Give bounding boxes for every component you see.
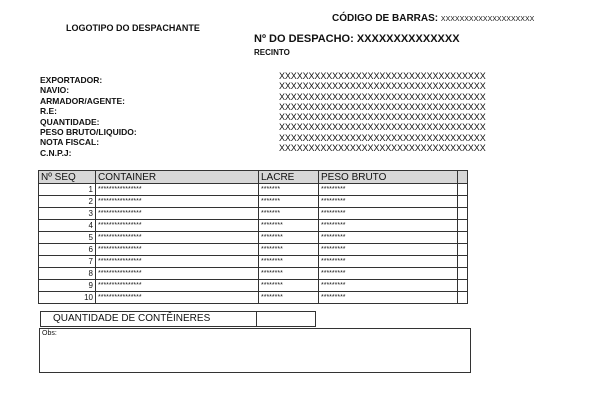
- barcode-label: CÓDIGO DE BARRAS:: [332, 13, 439, 24]
- container-cell: ****************: [96, 292, 259, 304]
- extra-cell: [458, 232, 468, 244]
- seq-cell: 3: [39, 208, 96, 220]
- table-row: [39, 220, 468, 232]
- peso-cell: *********: [319, 268, 458, 280]
- container-cell: ****************: [96, 220, 259, 232]
- container-cell: ****************: [96, 232, 259, 244]
- header-peso-bruto: PESO BRUTO: [319, 171, 458, 184]
- lacre-cell: ********: [259, 268, 319, 280]
- despacho-label: Nº DO DESPACHO:: [254, 33, 354, 45]
- field-values: [279, 71, 486, 153]
- barcode-value: XXXXXXXXXXXXXXXXXXXX: [440, 16, 535, 23]
- table-row: [39, 280, 468, 292]
- peso-cell: *********: [319, 244, 458, 256]
- re-value: XXXXXXXXXXXXXXXXXXXXXXXXXXXXXXXXXXX: [279, 101, 486, 112]
- seq-cell: 7: [39, 256, 96, 268]
- table-row: [39, 208, 468, 220]
- quantidade-label: QUANTIDADE:: [40, 116, 100, 127]
- navio-value: XXXXXXXXXXXXXXXXXXXXXXXXXXXXXXXXXXX: [279, 81, 486, 92]
- lacre-cell: ********: [259, 220, 319, 232]
- peso-cell: *********: [319, 208, 458, 220]
- logo-placeholder: LOGOTIPO DO DESPACHANTE: [66, 23, 200, 33]
- re-label: R.E:: [40, 106, 57, 117]
- exportador-label: EXPORTADOR:: [40, 75, 103, 85]
- armador-agente-label: ARMADOR/AGENTE:: [40, 95, 125, 106]
- peso-cell: *********: [319, 280, 458, 292]
- extra-cell: [458, 256, 468, 268]
- table-row: [39, 256, 468, 268]
- header-lacre: LACRE: [259, 171, 319, 184]
- lacre-cell: ********: [259, 256, 319, 268]
- container-cell: ****************: [96, 196, 259, 208]
- table-header-row: [39, 171, 468, 184]
- header-seq: Nº SEQ: [39, 171, 96, 184]
- extra-cell: [458, 208, 468, 220]
- extra-cell: [458, 292, 468, 304]
- lacre-cell: ********: [259, 244, 319, 256]
- header-container: CONTAINER: [96, 171, 259, 184]
- lacre-cell: ********: [259, 280, 319, 292]
- container-cell: ****************: [96, 256, 259, 268]
- peso-value: XXXXXXXXXXXXXXXXXXXXXXXXXXXXXXXXXXX: [279, 122, 486, 133]
- quantidade-conteineres-label: QUANTIDADE DE CONTÊINERES: [53, 313, 211, 324]
- table-row: [39, 244, 468, 256]
- lacre-cell: *******: [259, 208, 319, 220]
- table-row: [39, 184, 468, 196]
- table-row: [39, 196, 468, 208]
- peso-cell: *********: [319, 232, 458, 244]
- peso-cell: *********: [319, 184, 458, 196]
- seq-cell: 8: [39, 268, 96, 280]
- quantidade-conteineres-field: [40, 311, 316, 327]
- field-labels: [40, 75, 137, 158]
- seq-cell: 10: [39, 292, 96, 304]
- peso-cell: *********: [319, 256, 458, 268]
- container-cell: ****************: [96, 208, 259, 220]
- lacre-cell: ********: [259, 232, 319, 244]
- exportador-value: XXXXXXXXXXXXXXXXXXXXXXXXXXXXXXXXXXX: [279, 71, 486, 81]
- table-row: [39, 232, 468, 244]
- seq-cell: 4: [39, 220, 96, 232]
- cnpj-label: C.N.P.J:: [40, 147, 72, 158]
- extra-cell: [458, 280, 468, 292]
- container-table: [38, 170, 468, 304]
- extra-cell: [458, 184, 468, 196]
- obs-label: Obs:: [42, 330, 57, 337]
- recinto-label: RECINTO: [254, 48, 290, 57]
- container-cell: ****************: [96, 268, 259, 280]
- extra-cell: [458, 220, 468, 232]
- extra-cell: [458, 268, 468, 280]
- navio-label: NAVIO:: [40, 85, 70, 96]
- lacre-cell: ********: [259, 292, 319, 304]
- seq-cell: 5: [39, 232, 96, 244]
- quantidade-conteineres-box: [256, 312, 316, 326]
- quantidade-value: XXXXXXXXXXXXXXXXXXXXXXXXXXXXXXXXXXX: [279, 112, 486, 123]
- peso-cell: *********: [319, 220, 458, 232]
- seq-cell: 6: [39, 244, 96, 256]
- despacho-number: [254, 33, 460, 45]
- container-cell: ****************: [96, 244, 259, 256]
- header-extra: [458, 171, 468, 184]
- table-row: [39, 292, 468, 304]
- nota-fiscal-label: NOTA FISCAL:: [40, 137, 100, 148]
- lacre-cell: *******: [259, 184, 319, 196]
- obs-box: [39, 328, 471, 373]
- peso-cell: *********: [319, 196, 458, 208]
- seq-cell: 1: [39, 184, 96, 196]
- cnpj-value: XXXXXXXXXXXXXXXXXXXXXXXXXXXXXXXXXXX: [279, 143, 486, 154]
- seq-cell: 2: [39, 196, 96, 208]
- lacre-cell: *******: [259, 196, 319, 208]
- barcode-field: [332, 13, 534, 24]
- despacho-value: XXXXXXXXXXXXXX: [356, 33, 460, 45]
- table-row: [39, 268, 468, 280]
- peso-cell: *********: [319, 292, 458, 304]
- extra-cell: [458, 244, 468, 256]
- seq-cell: 9: [39, 280, 96, 292]
- armador-agente-value: XXXXXXXXXXXXXXXXXXXXXXXXXXXXXXXXXXX: [279, 91, 486, 102]
- container-cell: ****************: [96, 184, 259, 196]
- container-cell: ****************: [96, 280, 259, 292]
- nota-fiscal-value: XXXXXXXXXXXXXXXXXXXXXXXXXXXXXXXXXXX: [279, 132, 486, 143]
- peso-label: PESO BRUTO/LIQUIDO:: [40, 127, 137, 138]
- extra-cell: [458, 196, 468, 208]
